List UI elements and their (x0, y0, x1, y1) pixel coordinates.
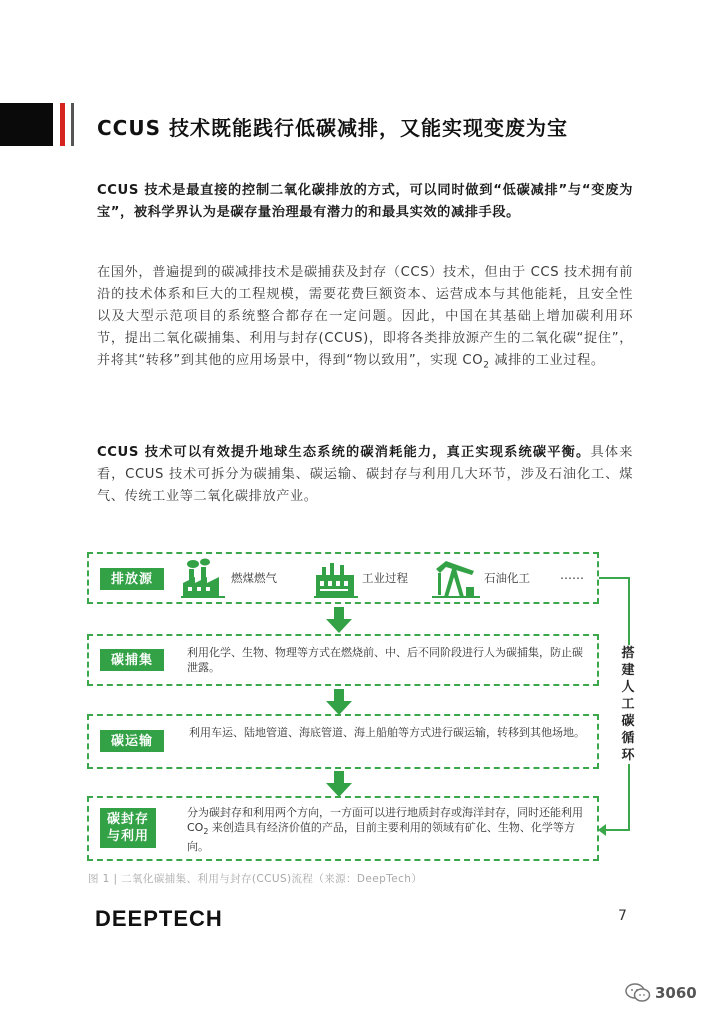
down-arrow-icon (325, 607, 353, 633)
source-industry (314, 557, 408, 599)
storage-desc-text: 分为碳封存和利用两个方向，一方面可以进行地质封存或海洋封存，同时还能利用 CO (187, 806, 583, 834)
wechat-icon (625, 983, 651, 1003)
stage-label-emission: 排放源 (100, 568, 164, 590)
industry-icon (314, 557, 358, 599)
stage-label-line (107, 811, 149, 845)
ccs-paragraph-tail: 减排的工业过程。 (489, 353, 605, 368)
stage-desc-capture: 利用化学、生物、物理等方式在燃烧前、中、后不同阶段进行人为碳捕集，防止碳泄露。 (187, 646, 583, 674)
header-red-bar (60, 103, 65, 146)
stage-emission-source (87, 552, 599, 604)
oil-pump-icon (432, 557, 480, 599)
storage-desc-tail: 来创造具有经济价值的产品，目前主要利用的领域有矿化、生物、化学等方向。 (187, 821, 575, 854)
header-black-block (0, 103, 53, 146)
intro-paragraph: CCUS 技术是最直接的控制二氧化碳排放的方式，可以同时做到“低碳减排”与“变废为宝”，被科学界认为是碳存量治理最有潜力的和最具实效的减排手段。 (97, 183, 633, 220)
loop-char: 人 (621, 680, 635, 695)
source-coal-gas (181, 557, 277, 599)
co2-subscript: 2 (203, 827, 209, 837)
loop-char: 循 (621, 731, 635, 746)
watermark-text: 3060 (655, 984, 697, 1002)
co2-subscript: 2 (483, 360, 490, 371)
watermark (625, 983, 697, 1003)
balance-paragraph (97, 442, 633, 508)
down-arrow-icon (325, 689, 353, 715)
stage-storage-utilization (87, 796, 599, 861)
loop-line-bottom (603, 829, 630, 831)
ccs-paragraph-text: 在国外，普遍提到的碳减排技术是碳捕获及封存（CCS）技术，但由于 CCS 技术拥有前沿的技术体系和巨大的工程规模，需要花费巨额资本、运营成本与其他能耗，且安全性以及大型示范项目的系统整合都存在一定问题。因此，中国在其基础上增加碳利用环节，提出二氧化碳捕集、利用与封存(CCUS)，即将各类排放源产生的二氧化碳“捉住”，并将其“转移”到其他的应用场景中，得到“物以致用”，实现 CO (97, 265, 633, 368)
figure-caption: 图 1 | 二氧化碳捕集、利用与封存(CCUS)流程（来源：DeepTech） (88, 873, 423, 885)
more-sources: …… (560, 568, 584, 582)
artificial-carbon-cycle-label (612, 645, 644, 764)
stage-label-capture: 碳捕集 (100, 649, 164, 671)
loop-arrow-icon (598, 824, 606, 836)
stage-carbon-transport (87, 714, 599, 769)
loop-char: 工 (621, 697, 635, 712)
loop-char: 碳 (621, 714, 635, 729)
source-label: 工业过程 (362, 571, 408, 585)
loop-char: 环 (621, 748, 635, 763)
deeptech-logo: DEEPTECH (95, 906, 223, 931)
stage-desc-transport: 利用车运、陆地管道、海底管道、海上船舶等方式进行碳运输，转移到其他场地。 (189, 726, 585, 739)
ccs-paragraph (97, 262, 633, 377)
label-line-1: 碳封存 (106, 812, 149, 827)
stage-desc-storage (187, 805, 593, 854)
loop-char: 搭 (621, 646, 635, 661)
source-petrochemical (432, 557, 530, 599)
page-number: 7 (618, 908, 627, 924)
balance-paragraph-bold: CCUS 技术可以有效提升地球生态系统的碳消耗能力，真正实现系统碳平衡。 (97, 445, 591, 460)
source-label: 石油化工 (484, 571, 530, 585)
stage-label-storage (100, 808, 156, 848)
stage-label-transport: 碳运输 (100, 730, 164, 752)
loop-char: 建 (621, 663, 635, 678)
factory-icon (181, 557, 227, 599)
stage-carbon-capture (87, 634, 599, 686)
source-label: 燃煤燃气 (231, 571, 277, 585)
page-title: CCUS 技术既能践行低碳减排，又能实现变废为宝 (97, 116, 568, 140)
down-arrow-icon (325, 771, 353, 797)
header-gray-bar (71, 103, 74, 146)
loop-line-top (599, 577, 629, 579)
label-line-2: 与利用 (106, 829, 149, 844)
balance-paragraph-text: 具体来看，CCUS 技术可拆分为碳捕集、碳运输、碳封存与利用几大环节，涉及石油化工、煤气、传统工业等二氧化碳排放产业。 (97, 445, 633, 504)
